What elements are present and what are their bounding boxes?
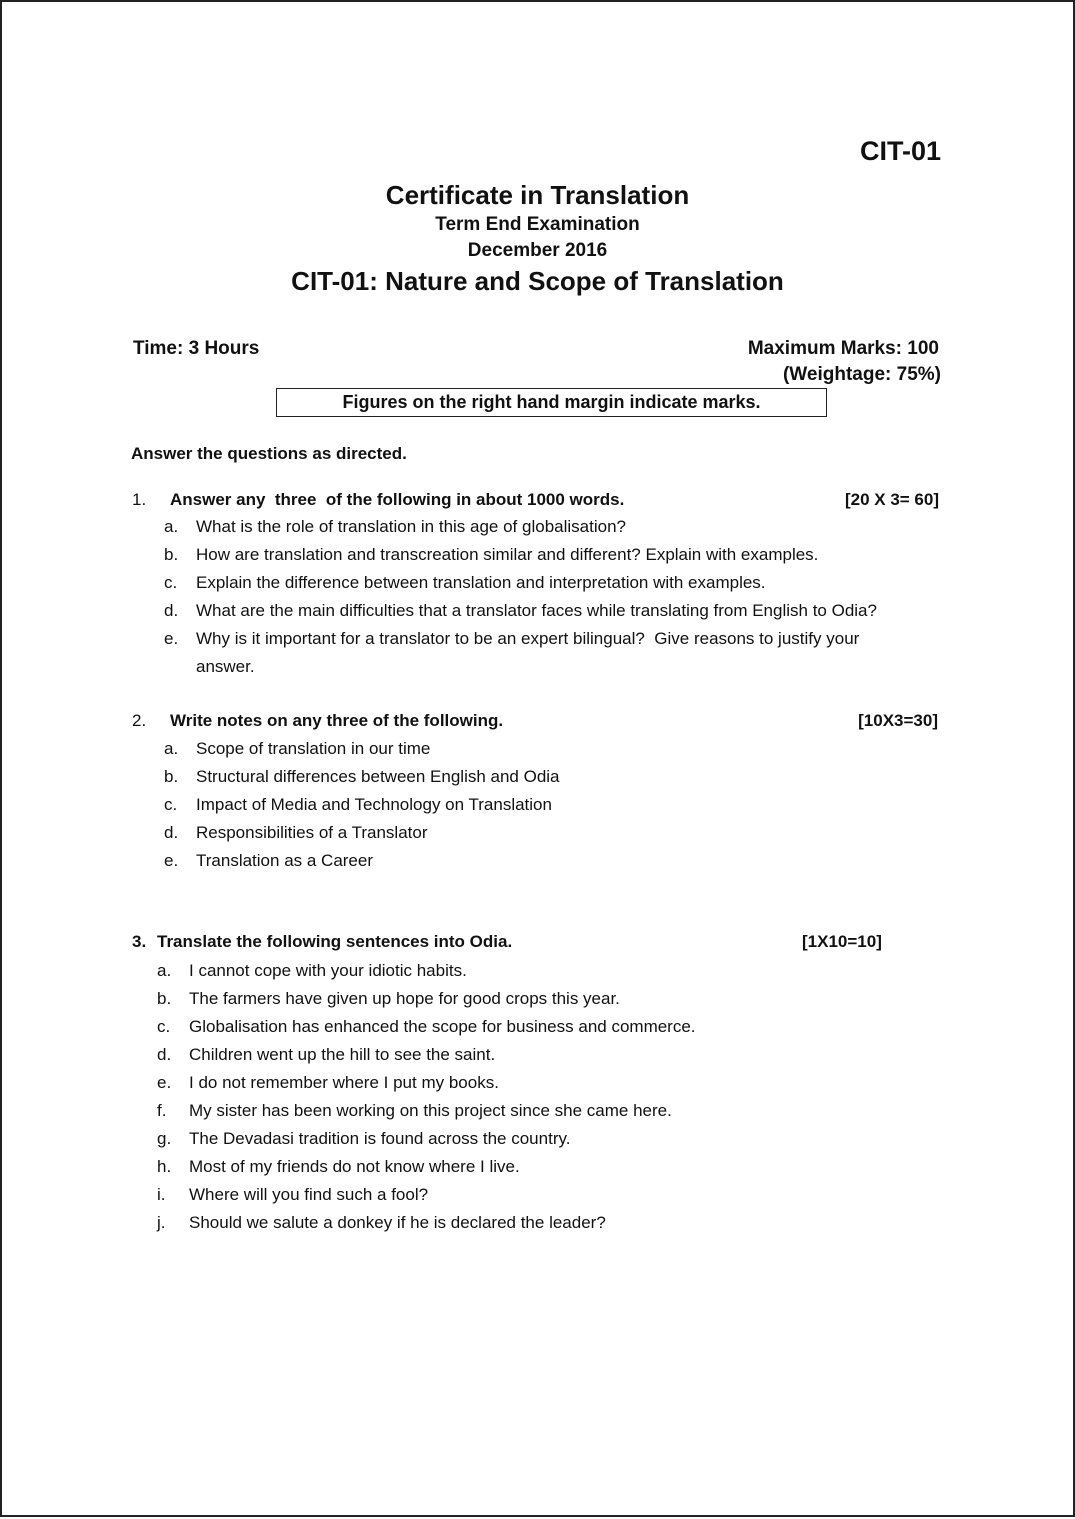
item-letter: d. — [157, 1045, 172, 1064]
item-text: Why is it important for a translator to be an expert bilingual? Give reasons to justify your — [196, 629, 860, 648]
item-letter: b. — [164, 767, 179, 786]
list-item — [157, 1153, 937, 1181]
item-letter: a. — [157, 961, 172, 980]
exam-name: Term End Examination — [435, 214, 640, 235]
item-text: Should we salute a donkey if he is declared the leader? — [189, 1213, 606, 1232]
item-text: Impact of Media and Technology on Translation — [196, 795, 552, 814]
list-item — [164, 597, 944, 625]
list-item — [157, 1041, 937, 1069]
item-letter: f. — [157, 1101, 167, 1120]
item-letter: j. — [157, 1213, 166, 1232]
item-text: What is the role of translation in this age of globalisation? — [196, 517, 626, 536]
question-text: Answer any three of the following in about 1000 words. — [170, 490, 625, 509]
item-letter: a. — [164, 517, 179, 536]
question-marks: [20 X 3= 60] — [844, 490, 939, 509]
list-item — [164, 513, 944, 541]
item-letter: b. — [157, 989, 172, 1008]
course-code: CIT-01 — [859, 136, 941, 166]
maximum-marks: Maximum Marks: 100 — [747, 338, 939, 359]
item-text: Translation as a Career — [196, 851, 374, 870]
list-item — [157, 1181, 937, 1209]
time-allowed: Time: 3 Hours — [133, 338, 260, 359]
item-letter: g. — [157, 1129, 172, 1148]
item-letter: e. — [164, 851, 179, 870]
item-letter: b. — [164, 545, 179, 564]
list-item — [164, 791, 944, 819]
item-letter: i. — [157, 1185, 166, 1204]
question-number: 3. — [132, 932, 147, 951]
question-number: 1. — [132, 490, 147, 509]
question-marks: [10X3=30] — [858, 711, 938, 730]
list-item — [157, 1125, 937, 1153]
item-letter: d. — [164, 601, 179, 620]
list-item — [164, 763, 944, 791]
instruction: Answer the questions as directed. — [131, 444, 407, 463]
item-letter: h. — [157, 1157, 172, 1176]
list-item — [164, 735, 944, 763]
programme-title: Certificate in Translation — [385, 180, 690, 210]
question-text: Translate the following sentences into Odia. — [157, 932, 513, 951]
item-letter: c. — [164, 573, 178, 592]
list-item — [157, 985, 937, 1013]
item-text-continued: answer. — [196, 657, 255, 676]
item-text: Scope of translation in our time — [196, 739, 431, 758]
item-letter: a. — [164, 739, 179, 758]
marks-note-box: Figures on the right hand margin indicate marks. — [276, 388, 827, 417]
item-text: The farmers have given up hope for good crops this year. — [189, 989, 620, 1008]
item-text: The Devadasi tradition is found across the country. — [189, 1129, 571, 1148]
list-item — [164, 847, 944, 875]
list-item — [157, 957, 937, 985]
question-number: 2. — [132, 711, 147, 730]
item-letter: d. — [164, 823, 179, 842]
item-text: I do not remember where I put my books. — [189, 1073, 499, 1092]
item-text: Where will you find such a fool? — [189, 1185, 429, 1204]
item-text: What are the main difficulties that a translator faces while translating from English to Odia? — [196, 601, 877, 620]
item-letter: c. — [164, 795, 178, 814]
list-item — [164, 541, 944, 569]
item-text: Explain the difference between translation and interpretation with examples. — [196, 573, 766, 592]
item-text: Responsibilities of a Translator — [196, 823, 428, 842]
list-item — [164, 625, 944, 681]
list-item — [164, 819, 944, 847]
question-text: Write notes on any three of the following. — [170, 711, 504, 730]
item-text: I cannot cope with your idiotic habits. — [189, 961, 467, 980]
question-marks: [1X10=10] — [802, 932, 882, 951]
paper-title: CIT-01: Nature and Scope of Translation — [291, 266, 784, 296]
item-text: How are translation and transcreation similar and different? Explain with examples. — [196, 545, 819, 564]
list-item — [157, 1097, 937, 1125]
list-item — [157, 1069, 937, 1097]
list-item — [157, 1209, 937, 1237]
item-text: Globalisation has enhanced the scope for business and commerce. — [189, 1017, 696, 1036]
weightage: (Weightage: 75%) — [782, 364, 941, 385]
item-letter: e. — [164, 629, 179, 648]
exam-session: December 2016 — [467, 240, 608, 261]
list-item — [164, 569, 944, 597]
item-text: Structural differences between English and Odia — [196, 767, 560, 786]
item-text: Most of my friends do not know where I live. — [189, 1157, 520, 1176]
list-item — [157, 1013, 937, 1041]
item-text: Children went up the hill to see the saint. — [189, 1045, 496, 1064]
item-letter: e. — [157, 1073, 172, 1092]
item-text: My sister has been working on this project since she came here. — [189, 1101, 672, 1120]
item-letter: c. — [157, 1017, 171, 1036]
